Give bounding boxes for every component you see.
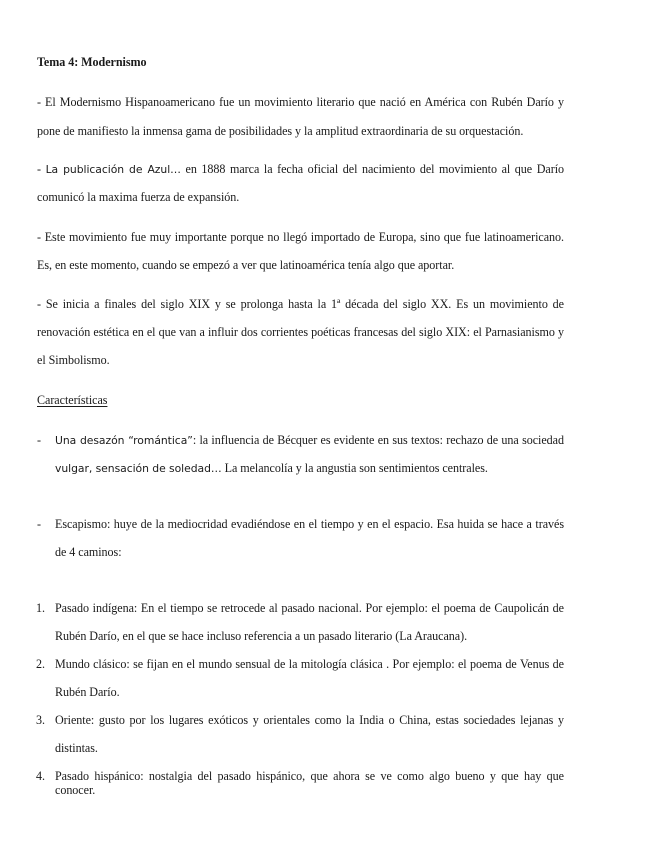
paragraph-2-prefix: - bbox=[37, 162, 46, 176]
bullet-2-line-2: de 4 caminos: bbox=[55, 545, 122, 559]
paragraph-1-line-2: pone de manifiesto la inmensa gama de posibilidades y la amplitud extraordinaria de su orquestación. bbox=[37, 124, 524, 138]
numbered-1-line-2: Rubén Darío, en el que se hace incluso referencia a un pasado literario (La Araucana). bbox=[55, 629, 468, 643]
list-number: 4. bbox=[36, 769, 46, 783]
numbered-4-line-1: Pasado hispánico: nostalgia del pasado hispánico, que ahora se ve como algo bueno y que hay que conocer. bbox=[55, 769, 564, 797]
page-title: Tema 4: Modernismo bbox=[37, 55, 147, 69]
bullet-1-line-2 bbox=[55, 461, 488, 476]
list-number: 3. bbox=[36, 713, 46, 727]
bullet-marker: - bbox=[37, 433, 42, 447]
section-heading: Características bbox=[37, 393, 108, 407]
desazon-romantica: Una desazón “romántica” bbox=[55, 434, 193, 447]
list-number: 1. bbox=[36, 601, 46, 615]
bullet-1-line-1 bbox=[55, 433, 564, 448]
bullet-marker: - bbox=[37, 517, 42, 531]
list-number: 2. bbox=[36, 657, 46, 671]
bullet-2-line-1: Escapismo: huye de la mediocridad evadiéndose en el tiempo y en el espacio. Esa huida se hace a través bbox=[55, 517, 564, 531]
numbered-3-line-2: distintas. bbox=[55, 741, 98, 755]
vulgar-soledad: vulgar, sensación de soledad… bbox=[55, 462, 222, 475]
azul-reference: La publicación de Azul… bbox=[45, 163, 181, 176]
paragraph-2-line-1 bbox=[37, 162, 564, 177]
numbered-1-line-1: Pasado indígena: En el tiempo se retrocede al pasado nacional. Por ejemplo: el poema de Caupolicán de bbox=[55, 601, 564, 615]
paragraph-4-line-2: renovación estética en el que van a influir dos corrientes poéticas francesas del siglo XIX: el Parnasianismo y bbox=[37, 325, 564, 339]
numbered-2-line-1: Mundo clásico: se fijan en el mundo sensual de la mitología clásica . Por ejemplo: el poema de Venus de bbox=[55, 657, 564, 671]
paragraph-1-line-1: - El Modernismo Hispanoamericano fue un movimiento literario que nació en América con Rubén Darío y bbox=[37, 95, 564, 109]
paragraph-4-line-3: el Simbolismo. bbox=[37, 353, 110, 367]
numbered-2-line-2: Rubén Darío. bbox=[55, 685, 120, 699]
bullet-1-rest-2: La melancolía y la angustia son sentimientos centrales. bbox=[221, 461, 488, 475]
paragraph-3-line-2: Es, en este momento, cuando se empezó a ver que latinoamérica tenía algo que aportar. bbox=[37, 258, 455, 272]
bullet-1-rest-1: : la influencia de Bécquer es evidente en sus textos: rechazo de una sociedad bbox=[192, 433, 564, 447]
paragraph-3-line-1: - Este movimiento fue muy importante porque no llegó importado de Europa, sino que fue latinoamericano. bbox=[37, 230, 564, 244]
paragraph-2-line-2: comunicó la maxima fuerza de expansión. bbox=[37, 190, 240, 204]
paragraph-2-rest: en 1888 marca la fecha oficial del nacimiento del movimiento al que Darío bbox=[180, 162, 565, 176]
numbered-3-line-1: Oriente: gusto por los lugares exóticos y orientales como la India o China, estas sociedades lejanas y bbox=[55, 713, 564, 727]
paragraph-4-line-1: - Se inicia a finales del siglo XIX y se prolonga hasta la 1ª década del siglo XX. Es un movimiento de bbox=[37, 297, 564, 311]
